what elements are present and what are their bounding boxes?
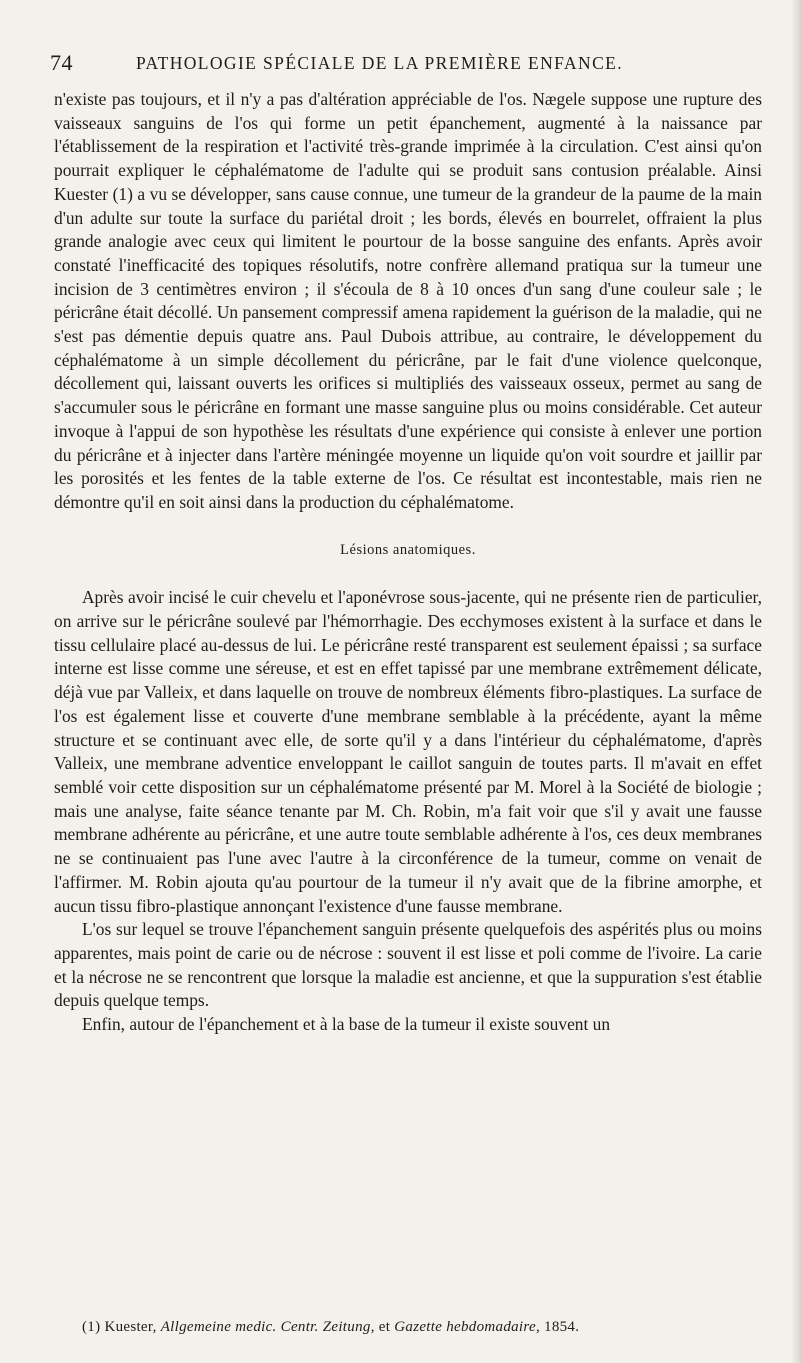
footnote-text-middle: , et (370, 1319, 395, 1335)
footnote-text-before: Kuester, (100, 1319, 161, 1335)
paragraph-2: Après avoir incisé le cuir chevelu et l'aponévrose sous-jacente, qui ne présente rien de particulier, on arrive sur le péricrâne soulevé par l'hémorrhagie. Des ecchymoses existent à la surface et dans le tissu cellulaire placé au-dessus de lui. Le péricrâne resté transparent est seulement épaissi ; sa surface interne est lisse comme une séreuse, et est en effet tapissé par une membrane extrêmement délicate, déjà vue par Valleix, et dans laquelle on trouve de nombreux éléments fibro-plastiques. La surface de l'os est également lisse et couverte d'une membrane semblable à la précédente, ayant la même structure et se continuant avec elle, de sorte qu'il y a dans l'intérieur du céphalématome, d'après Valleix, une membrane adventice enveloppant le caillot sanguin de toutes parts. Il m'avait en effet semblé voir cette disposition sur un céphalématome présenté par M. Morel à la Société de biologie ; mais une analyse, faite séance tenante par M. Ch. Robin, m'a fait voir que s'il y avait une fausse membrane adhérente au péricrâne, et une autre toute semblable adhérente à l'os, ces deux membranes ne se continuaient pas l'une avec l'autre à la circonférence de la tumeur, comme on venait de l'affirmer. M. Robin ajouta qu'au pourtour de la tumeur il n'y avait que de la fibrine amorphe, et aucun tissu fibro-plastique annonçant l'existence d'une fausse membrane. (54, 587, 762, 916)
footnote-marker: (1) (82, 1319, 101, 1335)
footnote-title: Allgemeine medic. Centr. Zeitung (160, 1319, 371, 1335)
paragraph-3: L'os sur lequel se trouve l'épanchement sanguin présente quelquefois des aspérités plus ou moins apparentes, mais point de carie ou de nécrose : souvent il est lisse et poli comme de l'ivoire. La carie et la nécrose ne se rencontrent que lorsque la maladie est ancienne, et que la suppuration s'est établie depuis quelque temps. (54, 919, 762, 1011)
paragraph-4: Enfin, autour de l'épanchement et à la base de la tumeur il existe souvent un (82, 1014, 611, 1035)
section-heading: Lésions anatomiques. (340, 541, 476, 558)
page-header (50, 50, 760, 80)
body-text (54, 88, 762, 1037)
footnote (82, 1319, 762, 1336)
page-edge-shadow (791, 0, 801, 1363)
footnote-text-after: , 1854. (535, 1319, 580, 1335)
footnote-journal: Gazette hebdomadaire (394, 1319, 536, 1335)
running-title: PATHOLOGIE SPÉCIALE DE LA PREMIÈRE ENFANCE. (136, 53, 624, 73)
paragraph-1: n'existe pas toujours, et il n'y a pas d'altération appréciable de l'os. Nægele suppose une rupture des vaisseaux sanguins de l'os qui forme un petit épanchement, augmenté à la naissance par l'établissement de la respiration et l'activité très-grande imprimée à la circulation. C'est ainsi qu'on pourrait expliquer le céphalématome de l'adulte qui se produit sans contusion préalable. Ainsi Kuester (1) a vu se développer, sans cause connue, une tumeur de la grandeur de la paume de la main d'un adulte sur toute la surface du pariétal droit ; les bords, élevés en bourrelet, offraient la plus grande analogie avec ceux qui limitent le pourtour de la bosse sanguine des enfants. Après avoir constaté l'inefficacité des topiques résolutifs, notre confrère allemand pratiqua sur la tumeur une incision de 3 centimètres environ ; il s'écoula de 8 à 10 onces d'un sang d'une couleur sale ; le péricrâne était décollé. Un pansement compressif amena rapidement la guérison de la maladie, qui ne s'est pas démentie depuis quatre ans. Paul Dubois attribue, au contraire, le développement du céphalématome à un simple décollement du péricrâne, par le fait d'une violence quelconque, décollement qui, laissant ouverts les orifices si multipliés des vaisseaux osseux, permet au sang de s'accumuler sous le péricrâne en formant une masse sanguine plus ou moins considérable. Cet auteur invoque à l'appui de son hypothèse les résultats d'une expérience qui consiste à enlever une portion du péricrâne et à injecter dans l'artère méningée moyenne un liquide qu'on voit sourdre et jaillir par les porosités et les fentes de la table externe de l'os. Ce résultat est incontestable, mais rien ne démontre qu'il en soit ainsi dans la production du céphalématome. (54, 89, 762, 512)
page-number: 74 (50, 50, 73, 75)
